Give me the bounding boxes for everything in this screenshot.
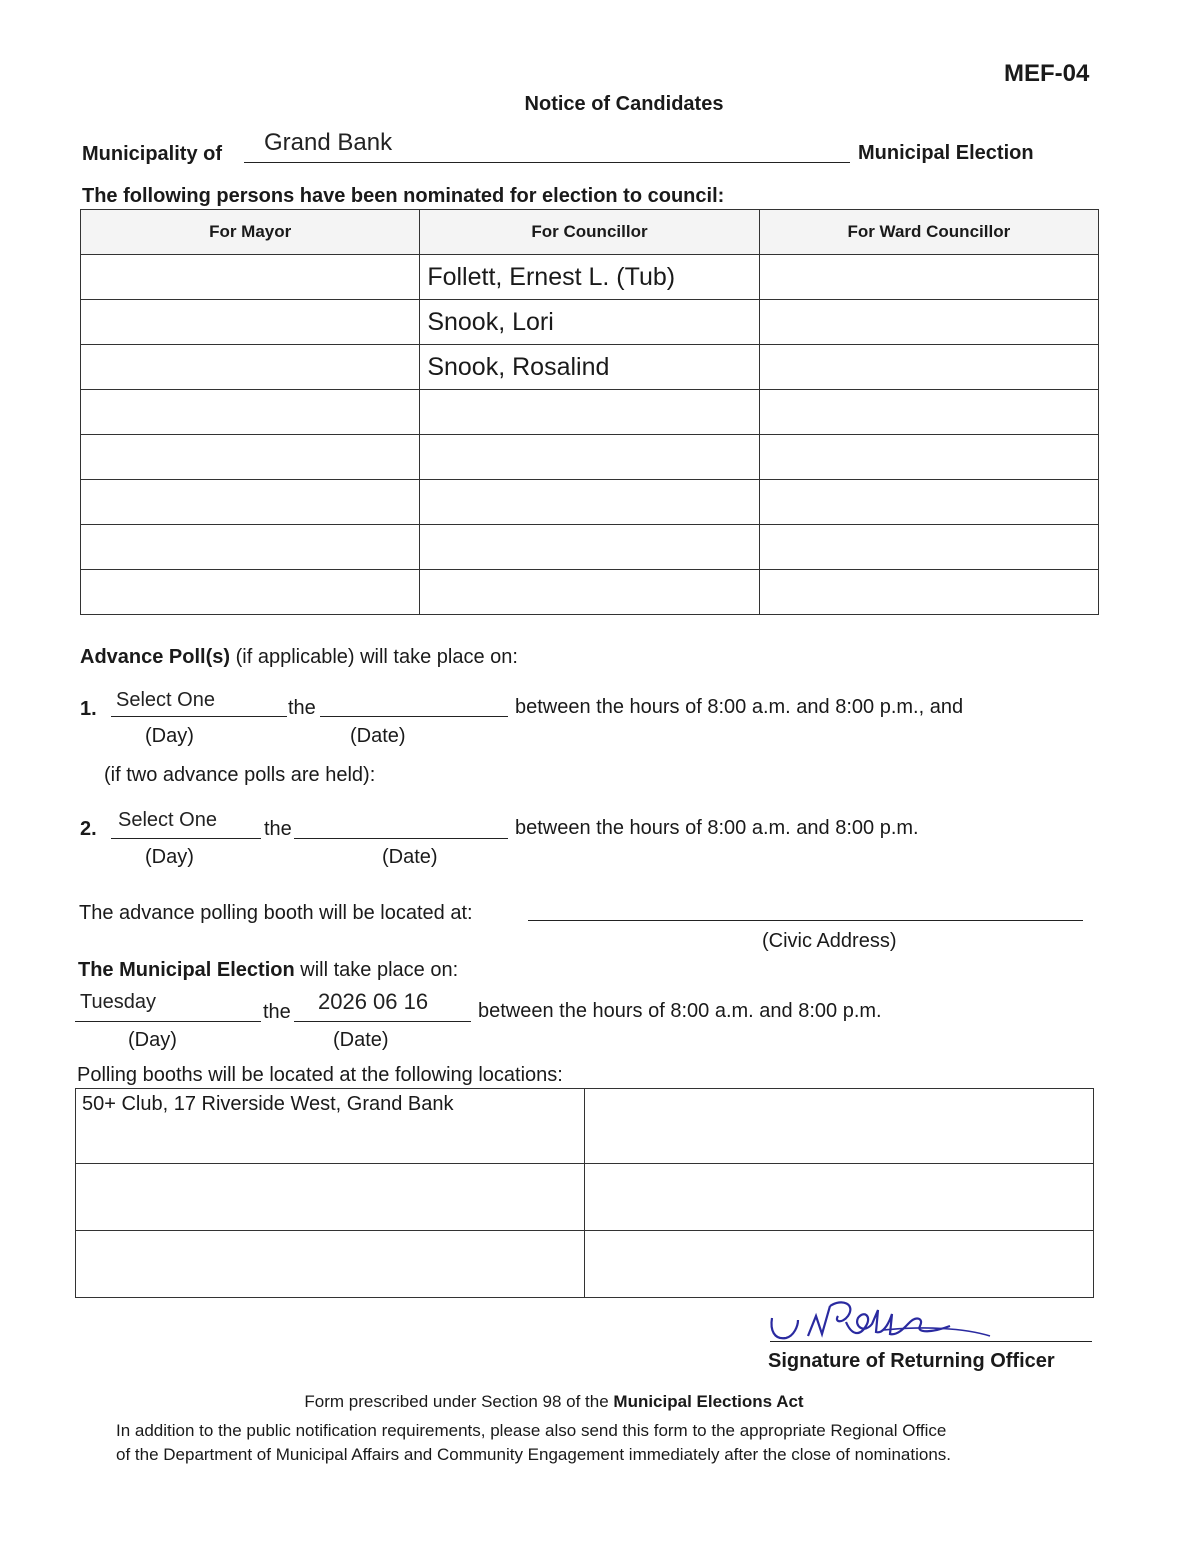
submission-note xyxy=(116,1419,1076,1467)
prescribed-act: Municipal Elections Act xyxy=(613,1392,804,1411)
civic-address-caption: (Civic Address) xyxy=(762,930,897,952)
booth-location-cell[interactable] xyxy=(585,1231,1094,1298)
poll2-day-caption: (Day) xyxy=(145,846,194,868)
election-hours-text: between the hours of 8:00 a.m. and 8:00 p.m. xyxy=(478,1000,882,1022)
election-day-underline xyxy=(75,1021,261,1022)
ward-councillor-cell[interactable] xyxy=(759,255,1098,300)
municipality-label: Municipality of xyxy=(82,143,222,165)
ward-councillor-cell[interactable] xyxy=(759,345,1098,390)
election-date-underline xyxy=(294,1021,471,1022)
poll2-day-select[interactable]: Select One xyxy=(118,809,217,831)
advance-poll-heading xyxy=(80,646,518,669)
poll2-day-underline xyxy=(111,838,261,839)
table-row xyxy=(81,570,1099,615)
councillor-cell[interactable]: Snook, Rosalind xyxy=(420,345,759,390)
submission-note-line2: of the Department of Municipal Affairs and Community Engagement immediately after the close of nominations. xyxy=(116,1445,952,1464)
election-date-field[interactable]: 2026 06 16 xyxy=(318,989,429,1014)
booth-location-cell[interactable]: 50+ Club, 17 Riverside West, Grand Bank xyxy=(76,1089,585,1164)
mayor-cell[interactable] xyxy=(81,255,420,300)
two-polls-note: (if two advance polls are held): xyxy=(104,764,376,786)
election-day-field[interactable]: Tuesday xyxy=(80,991,156,1013)
poll1-date-underline xyxy=(320,716,508,717)
form-code: MEF-04 xyxy=(1004,60,1090,87)
mayor-cell[interactable] xyxy=(81,435,420,480)
table-row xyxy=(81,435,1099,480)
election-the: the xyxy=(263,1001,291,1023)
header-for-ward-councillor: For Ward Councillor xyxy=(759,210,1098,255)
councillor-cell[interactable] xyxy=(420,480,759,525)
ward-councillor-cell[interactable] xyxy=(759,300,1098,345)
table-row xyxy=(81,480,1099,525)
table-row xyxy=(81,300,1099,345)
booth-location-cell[interactable] xyxy=(76,1231,585,1298)
nominated-heading: The following persons have been nominated for election to council: xyxy=(82,185,725,207)
poll1-the: the xyxy=(288,697,316,719)
table-row xyxy=(76,1089,1094,1164)
signature-line xyxy=(770,1341,1092,1342)
poll2-number: 2. xyxy=(80,818,97,840)
election-date-caption: (Date) xyxy=(333,1029,389,1051)
table-row xyxy=(81,390,1099,435)
booth-location-cell[interactable] xyxy=(76,1164,585,1231)
header-for-mayor: For Mayor xyxy=(81,210,420,255)
table-row xyxy=(81,255,1099,300)
ward-councillor-cell[interactable] xyxy=(759,435,1098,480)
councillor-cell[interactable] xyxy=(420,390,759,435)
councillor-cell[interactable]: Snook, Lori xyxy=(420,300,759,345)
candidates-header-row xyxy=(81,210,1099,255)
table-row xyxy=(81,525,1099,570)
councillor-cell[interactable] xyxy=(420,525,759,570)
ward-councillor-cell[interactable] xyxy=(759,570,1098,615)
mayor-cell[interactable] xyxy=(81,480,420,525)
councillor-cell[interactable]: Follett, Ernest L. (Tub) xyxy=(420,255,759,300)
election-heading-rest: will take place on: xyxy=(294,959,459,981)
table-row xyxy=(76,1231,1094,1298)
poll2-date-caption: (Date) xyxy=(382,846,438,868)
ward-councillor-cell[interactable] xyxy=(759,480,1098,525)
poll2-the: the xyxy=(264,818,292,840)
polling-booths-table xyxy=(75,1088,1094,1298)
advance-booth-underline xyxy=(528,920,1083,921)
polling-booths-label: Polling booths will be located at the following locations: xyxy=(77,1064,563,1086)
table-row xyxy=(76,1164,1094,1231)
advance-booth-label: The advance polling booth will be located at: xyxy=(79,902,473,924)
election-heading-bold: The Municipal Election xyxy=(78,959,295,981)
poll1-day-underline xyxy=(111,716,287,717)
mayor-cell[interactable] xyxy=(81,300,420,345)
poll1-hours-text: between the hours of 8:00 a.m. and 8:00 p.m., and xyxy=(515,696,964,718)
poll1-date-caption: (Date) xyxy=(350,725,406,747)
mayor-cell[interactable] xyxy=(81,390,420,435)
mayor-cell[interactable] xyxy=(81,570,420,615)
table-row xyxy=(81,345,1099,390)
prescribed-note xyxy=(0,1392,1108,1412)
poll1-day-select[interactable]: Select One xyxy=(116,689,215,711)
poll2-date-underline xyxy=(294,838,508,839)
booth-location-cell[interactable] xyxy=(585,1089,1094,1164)
mayor-cell[interactable] xyxy=(81,345,420,390)
ward-councillor-cell[interactable] xyxy=(759,525,1098,570)
municipality-underline xyxy=(244,162,850,163)
advance-poll-heading-rest: (if applicable) will take place on: xyxy=(230,646,518,668)
poll1-number: 1. xyxy=(80,698,97,720)
advance-poll-heading-bold: Advance Poll(s) xyxy=(80,646,231,668)
councillor-cell[interactable] xyxy=(420,435,759,480)
poll1-day-caption: (Day) xyxy=(145,725,194,747)
municipality-field[interactable]: Grand Bank xyxy=(264,129,393,156)
submission-note-line1: In addition to the public notification requirements, please also send this form to the appropriate Regional Office xyxy=(116,1421,947,1440)
prescribed-prefix: Form prescribed under Section 98 of the xyxy=(304,1392,614,1411)
ward-councillor-cell[interactable] xyxy=(759,390,1098,435)
poll2-hours-text: between the hours of 8:00 a.m. and 8:00 p.m. xyxy=(515,817,919,839)
candidates-table xyxy=(80,209,1099,615)
signature-label: Signature of Returning Officer xyxy=(768,1350,1055,1372)
councillor-cell[interactable] xyxy=(420,570,759,615)
page-title: Notice of Candidates xyxy=(524,93,724,115)
header-for-councillor: For Councillor xyxy=(420,210,759,255)
election-day-caption: (Day) xyxy=(128,1029,177,1051)
booth-location-cell[interactable] xyxy=(585,1164,1094,1231)
mayor-cell[interactable] xyxy=(81,525,420,570)
municipality-suffix: Municipal Election xyxy=(858,142,1034,164)
election-heading xyxy=(78,959,458,982)
